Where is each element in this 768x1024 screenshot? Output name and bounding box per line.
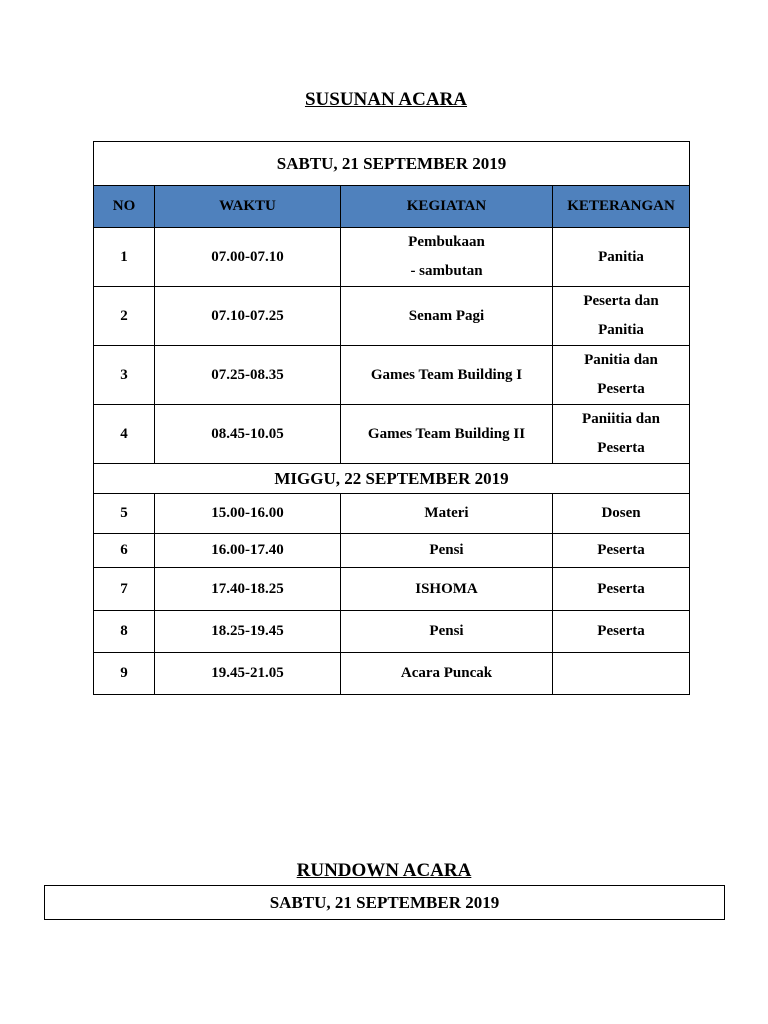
- row-activity-line: ISHOMA: [415, 580, 478, 597]
- day1-label: SABTU, 21 SEPTEMBER 2019: [94, 142, 690, 186]
- table-row: [94, 228, 690, 287]
- row-note: [553, 611, 690, 653]
- row-activity: [341, 346, 553, 405]
- row-activity: [341, 494, 553, 534]
- row-note: [553, 228, 690, 287]
- row-note-line: Peserta: [597, 623, 645, 639]
- rundown-day-label: SABTU, 21 SEPTEMBER 2019: [44, 885, 725, 920]
- row-note-line: Peserta: [597, 440, 645, 456]
- table-row: [94, 287, 690, 346]
- row-note: [553, 568, 690, 611]
- row-note: [553, 287, 690, 346]
- row-note-line: Dosen: [601, 505, 641, 521]
- day-header-row: [94, 464, 690, 494]
- day-header-row: [94, 142, 690, 186]
- table-row: [94, 653, 690, 695]
- table-row: [94, 568, 690, 611]
- row-note-line: Peserta: [597, 580, 645, 597]
- table-row: [94, 405, 690, 464]
- row-time: 07.25-08.35: [155, 346, 341, 405]
- section-title: RUNDOWN ACARA: [296, 860, 472, 881]
- header-waktu: WAKTU: [155, 186, 341, 228]
- row-note: [553, 346, 690, 405]
- header-keterangan: KETERANGAN: [553, 186, 690, 228]
- row-note-line: Paniitia dan: [582, 411, 660, 427]
- row-number: 9: [94, 653, 155, 695]
- row-activity-line: Pensi: [429, 542, 464, 558]
- row-time: 19.45-21.05: [155, 653, 341, 695]
- row-activity: [341, 228, 553, 287]
- row-activity-line: Senam Pagi: [408, 307, 485, 324]
- row-note-line: Panitia: [598, 248, 644, 265]
- table-row: [94, 494, 690, 534]
- row-activity-line: Games Team Building I: [370, 366, 523, 383]
- day2-label: MIGGU, 22 SEPTEMBER 2019: [94, 464, 690, 494]
- row-number: 1: [94, 228, 155, 287]
- row-note-line: Panitia dan: [584, 352, 658, 368]
- row-activity: [341, 534, 553, 568]
- row-activity-line: Acara Puncak: [400, 665, 493, 681]
- row-note-line: Peserta: [597, 542, 645, 558]
- row-number: 4: [94, 405, 155, 464]
- row-note-line: Peserta: [597, 381, 645, 397]
- column-header-row: [94, 186, 690, 228]
- schedule-table: [93, 141, 690, 695]
- row-note: [553, 405, 690, 464]
- row-note-line: Panitia: [598, 322, 644, 338]
- row-activity-line: Pembukaan: [408, 234, 485, 250]
- row-time: 15.00-16.00: [155, 494, 341, 534]
- row-activity: [341, 405, 553, 464]
- table-row: [94, 611, 690, 653]
- row-number: 5: [94, 494, 155, 534]
- row-time: 17.40-18.25: [155, 568, 341, 611]
- table-row: [94, 346, 690, 405]
- row-activity-line: Materi: [424, 505, 469, 521]
- row-time: 18.25-19.45: [155, 611, 341, 653]
- row-number: 8: [94, 611, 155, 653]
- row-note: [553, 494, 690, 534]
- row-note: [553, 653, 690, 695]
- row-number: 3: [94, 346, 155, 405]
- table-row: [94, 534, 690, 568]
- row-activity: [341, 653, 553, 695]
- header-kegiatan: KEGIATAN: [341, 186, 553, 228]
- row-activity-line: Games Team Building II: [367, 425, 526, 442]
- row-number: 2: [94, 287, 155, 346]
- row-activity: [341, 287, 553, 346]
- header-no: NO: [94, 186, 155, 228]
- row-number: 7: [94, 568, 155, 611]
- row-time: 08.45-10.05: [155, 405, 341, 464]
- row-note-line: Peserta dan: [583, 293, 659, 309]
- page-title: SUSUNAN ACARA: [304, 89, 468, 110]
- row-time: 07.10-07.25: [155, 287, 341, 346]
- row-activity: [341, 568, 553, 611]
- row-activity-line: - sambutan: [410, 263, 483, 279]
- row-time: 07.00-07.10: [155, 228, 341, 287]
- row-note: [553, 534, 690, 568]
- row-time: 16.00-17.40: [155, 534, 341, 568]
- row-number: 6: [94, 534, 155, 568]
- row-activity-line: Pensi: [429, 623, 464, 639]
- row-activity: [341, 611, 553, 653]
